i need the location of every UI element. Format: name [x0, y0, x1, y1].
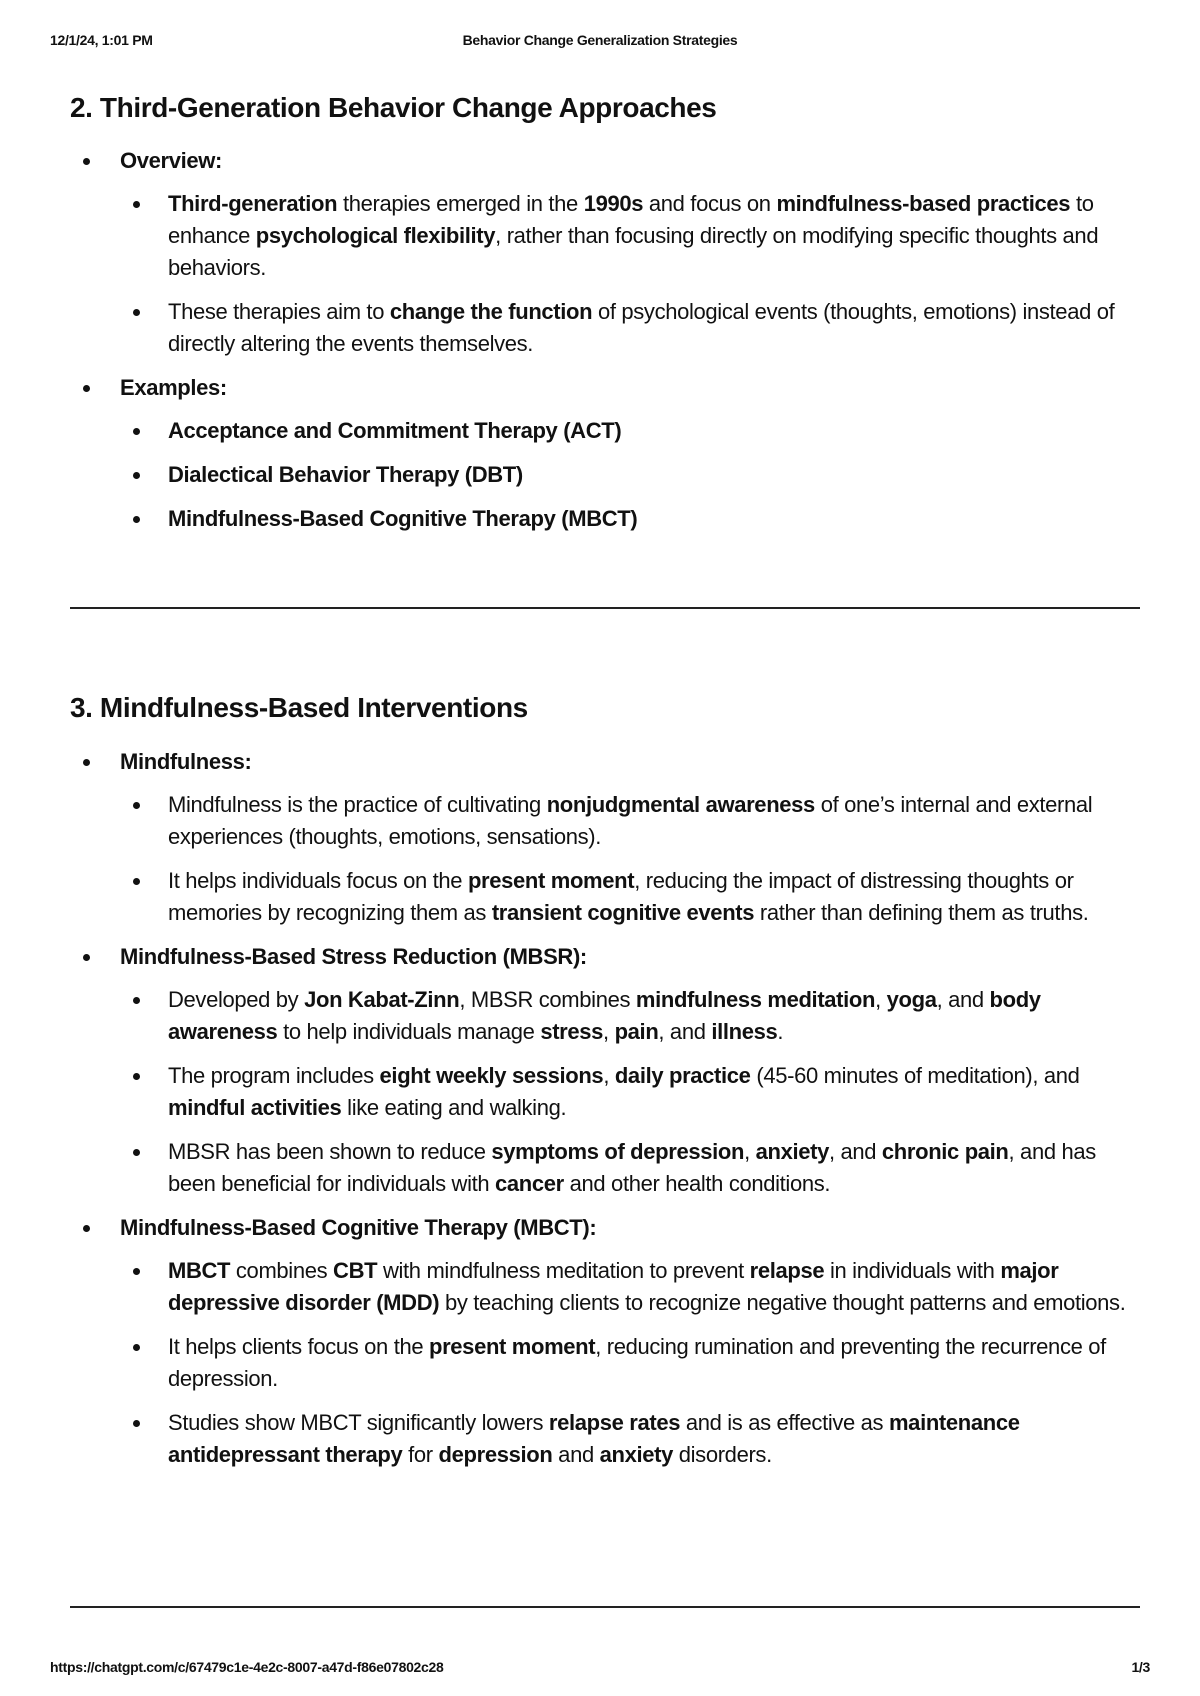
print-date: 12/1/24, 1:01 PM	[50, 32, 153, 48]
section-2-list	[70, 145, 1140, 547]
list-item: It helps clients focus on the present moment, reducing rumination and preventing the recurrence of depression.	[120, 1331, 1140, 1395]
mbsr-sublist	[120, 984, 1140, 1200]
list-item: Studies show MBCT significantly lowers relapse rates and is as effective as maintenance antidepressant therapy for depression and anxiety disorders.	[120, 1407, 1140, 1471]
page-url: https://chatgpt.com/c/67479c1e-4e2c-8007-a47d-f86e07802c28	[50, 1659, 444, 1675]
mbct-sublist	[120, 1255, 1140, 1471]
mbsr-label: Mindfulness-Based Stress Reduction (MBSR):	[120, 944, 587, 969]
examples-label: Examples:	[120, 375, 227, 400]
section-3-list	[70, 746, 1140, 1483]
print-footer	[50, 1659, 1150, 1679]
mbct-label: Mindfulness-Based Cognitive Therapy (MBCT):	[120, 1215, 597, 1240]
list-item: The program includes eight weekly sessions, daily practice (45-60 minutes of meditation), and mindful activities like eating and walking.	[120, 1060, 1140, 1124]
list-item: Developed by Jon Kabat-Zinn, MBSR combines mindfulness meditation, yoga, and body awareness to help individuals manage stress, pain, and illness.	[120, 984, 1140, 1048]
mindfulness-sublist	[120, 789, 1140, 929]
mindfulness-item	[70, 746, 1140, 929]
mbsr-item	[70, 941, 1140, 1200]
example-act: Acceptance and Commitment Therapy (ACT)	[120, 415, 1140, 447]
example-mbct: Mindfulness-Based Cognitive Therapy (MBCT)	[120, 503, 1140, 535]
examples-sublist	[120, 415, 1140, 535]
section-3-title: 3. Mindfulness-Based Interventions	[70, 692, 528, 723]
mbct-item	[70, 1212, 1140, 1471]
examples-item	[70, 372, 1140, 535]
list-item: Third-generation therapies emerged in the 1990s and focus on mindfulness-based practices to enhance psychological flexibility, rather than focusing directly on modifying specific thoughts and behaviors.	[120, 188, 1140, 284]
section-divider	[70, 607, 1140, 609]
print-header	[50, 32, 1150, 52]
section-divider	[70, 1606, 1140, 1608]
list-item: It helps individuals focus on the present moment, reducing the impact of distressing thoughts or memories by recognizing them as transient cognitive events rather than defining them as truths.	[120, 865, 1140, 929]
document-title: Behavior Change Generalization Strategies	[462, 32, 738, 48]
list-item: MBCT combines CBT with mindfulness meditation to prevent relapse in individuals with major depressive disorder (MDD) by teaching clients to recognize negative thought patterns and emotions.	[120, 1255, 1140, 1319]
mindfulness-label: Mindfulness:	[120, 749, 252, 774]
list-item: These therapies aim to change the function of psychological events (thoughts, emotions) instead of directly altering the events themselves.	[120, 296, 1140, 360]
section-2-title: 2. Third-Generation Behavior Change Approaches	[70, 92, 717, 123]
example-dbt: Dialectical Behavior Therapy (DBT)	[120, 459, 1140, 491]
page-number: 1/3	[1131, 1659, 1150, 1675]
overview-sublist	[120, 188, 1140, 360]
list-item: Mindfulness is the practice of cultivating nonjudgmental awareness of one’s internal and external experiences (thoughts, emotions, sensations).	[120, 789, 1140, 853]
list-item: MBSR has been shown to reduce symptoms of depression, anxiety, and chronic pain, and has been beneficial for individuals with cancer and other health conditions.	[120, 1136, 1140, 1200]
overview-label: Overview:	[120, 148, 223, 173]
overview-item	[70, 145, 1140, 360]
